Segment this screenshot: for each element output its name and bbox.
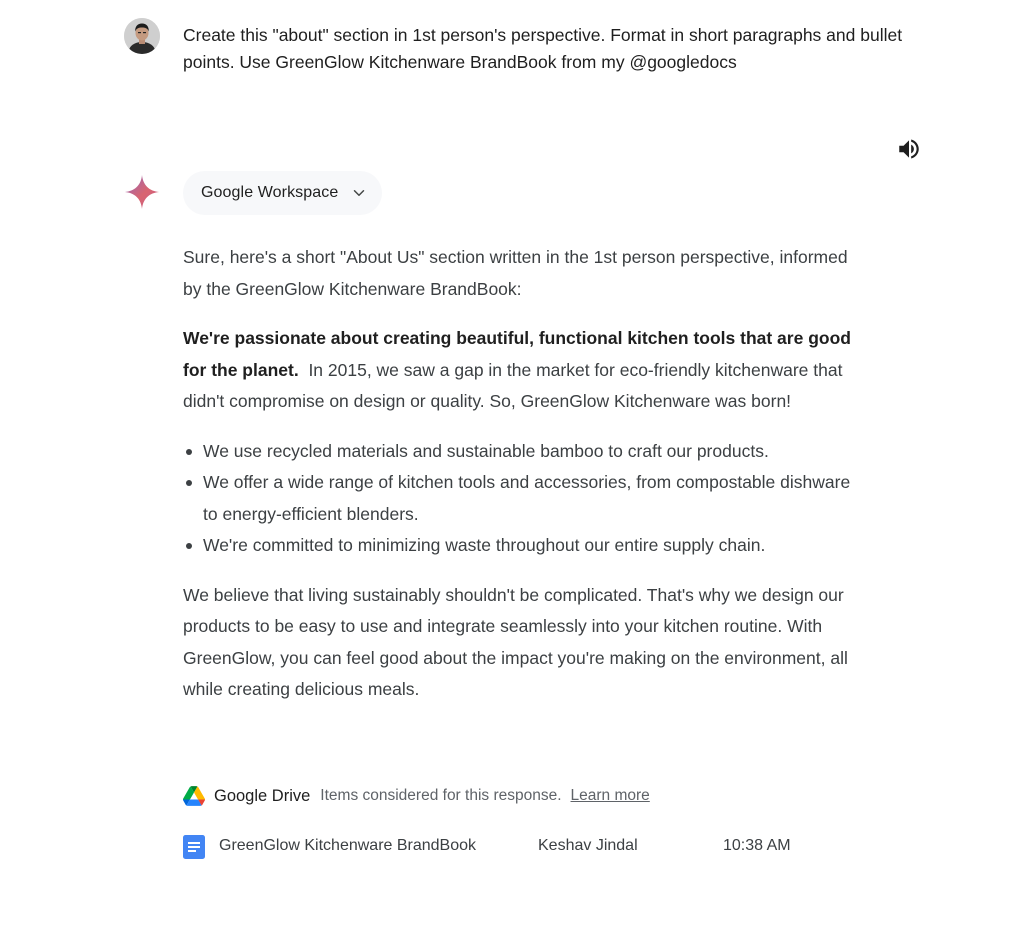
source-file-row[interactable] bbox=[183, 834, 803, 860]
google-workspace-chip[interactable] bbox=[183, 171, 382, 215]
source-file-time: 10:38 AM bbox=[723, 837, 791, 854]
response-paragraph-1 bbox=[183, 323, 863, 418]
bullet-item: We're committed to minimizing waste throughout our entire supply chain. bbox=[183, 530, 863, 562]
sources-header bbox=[183, 784, 650, 808]
bullet-item: We offer a wide range of kitchen tools and accessories, from compostable dishware to energy-efficient blenders. bbox=[183, 467, 863, 530]
google-docs-icon bbox=[183, 835, 205, 859]
response-intro: Sure, here's a short "About Us" section written in the 1st person perspective, informed by the GreenGlow Kitchenware BrandBook: bbox=[183, 247, 848, 299]
chevron-down-icon bbox=[350, 184, 368, 202]
google-workspace-label: Google Workspace bbox=[201, 184, 339, 201]
response-bullet-list bbox=[183, 436, 863, 562]
google-drive-label: Google Drive bbox=[214, 786, 311, 805]
learn-more-link[interactable]: Learn more bbox=[570, 787, 650, 804]
google-drive-icon bbox=[183, 786, 205, 806]
sources-note: Items considered for this response. bbox=[320, 787, 562, 804]
source-file-owner: Keshav Jindal bbox=[538, 837, 638, 854]
response-paragraph-1-text: In 2015, we saw a gap in the market for eco-friendly kitchenware that didn't compromise on design or quality. So, GreenGlow Kitchenware was born! bbox=[183, 359, 843, 411]
speaker-icon[interactable] bbox=[896, 136, 922, 162]
user-avatar bbox=[124, 18, 160, 54]
response-closing: We believe that living sustainably shouldn't be complicated. That's why we design our products to be easy to use and integrate seamlessly into your kitchen routine. With GreenGlow, you can feel good about the impact you're making on the environment, all while creating delicious meals. bbox=[183, 584, 848, 699]
source-file-name: GreenGlow Kitchenware BrandBook bbox=[219, 837, 477, 854]
response-paragraph-1-bold: We're passionate about creating beautiful, functional kitchen tools that are good for the planet. bbox=[183, 328, 851, 380]
gemini-spark-icon bbox=[124, 174, 160, 210]
bullet-item: We use recycled materials and sustainable bamboo to craft our products. bbox=[183, 436, 863, 468]
user-prompt-text: Create this "about" section in 1st person's perspective. Format in short paragraphs and bullet points. Use GreenGlow Kitchenware BrandBook from my @googledocs bbox=[183, 25, 903, 72]
response-body bbox=[183, 242, 863, 706]
